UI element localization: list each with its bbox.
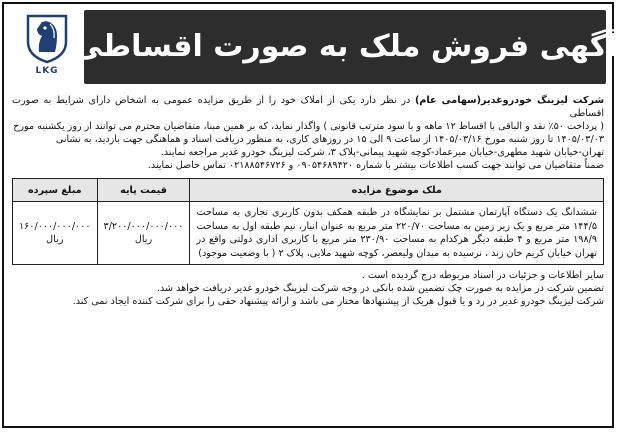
deposit-amount: ۱۶۰/۰۰۰/۰۰۰/۰۰۰: [19, 220, 91, 232]
base-price-amount: ۳/۲۰۰/۰۰۰/۰۰۰/۰۰۰: [103, 220, 184, 232]
company-logo: [12, 12, 82, 84]
property-description: ششدانگ یک دستگاه آپارتمان مشتمل بر نمایشگاه در طبقه همکف بدون کاربری تجاری به مساحت ۱۴۴/۵ متر مربع و یک زیر زمین به مساحت ۲۲۰/۷۰ متر مربع به عنوان انبار، نیم طبقه اول به مساحت ۱۹۸/۹ متر مربع و ۴ طبقه دیگر هرکدام به مساحت ۲۳۰/۹۰ متر مربع با کاربری اداری دولتی واقع در تهران خیابان کریم خان زند ، نرسیده به میدان ولیعصر، کوچه شهید ملایی، پلاک ۲ ( با وضعیت موجود): [190, 202, 604, 265]
auction-table: [12, 178, 604, 265]
knight-horse-icon: [24, 12, 70, 64]
intro-line-3: ۱۴۰۵/۰۳/۰۳ تا روز شنبه مورخ ۱۴۰۵/۰۳/۱۶ از ساعت ۹ الی ۱۵ در روزهای کاری، به منظور دریافت اسناد و هماهنگی جهت بازدید، به نشانی: [55, 134, 604, 145]
intro-line-2: ( پرداخت ۵۰٪ نقد و الباقی با اقساط ۱۲ ماهه و با سود مترتب قانونی ) واگذار نماید، که بر همین مبنا، متقاضیان محترم می توانند از روز یکشنبه مورخ: [13, 121, 604, 132]
footer-line-1: سایر اطلاعات و جزئیات در اسناد مربوطه درج گردیده است .: [361, 270, 604, 281]
table-header-row: [13, 179, 604, 202]
footer-notes: [4, 265, 612, 308]
header-subject: ملک موضوع مزایده: [190, 179, 604, 202]
base-price-unit: ریال: [134, 234, 153, 245]
intro-line-4: تهران-خیابان شهید مطهری-خیابان میرعماد-کوچه شهید پیمانی-پلاک ۳، شرکت لیزینگ خودرو غدیر مراجعه نمایند.: [160, 147, 604, 158]
intro-text: [4, 90, 612, 172]
intro-line-1: شرکت لیزینگ خودروغدیر(سهامی عام) در نظر دارد یکی از املاک خود را از طریق مزایده عمومی به اشخاص دارای شرایط به صورت اقساطی: [12, 95, 605, 119]
base-price-cell: [97, 202, 190, 265]
company-name: شرکت لیزینگ خودروغدیر(سهامی عام): [415, 95, 605, 106]
advertisement-frame: [2, 2, 618, 428]
title-banner: [72, 10, 618, 84]
header-base-price: قیمت پایه: [97, 179, 190, 202]
table-row: [13, 202, 604, 265]
page-title: آگهی فروش ملک به صورت اقساطی: [72, 29, 618, 64]
header-deposit: مبلغ سپرده: [13, 179, 98, 202]
deposit-unit: ریال: [46, 234, 64, 245]
logo-text: LKG: [35, 66, 59, 76]
footer-line-2: تضمین شرکت در مزایده به صورت چک تضمین شده بانکی در وجه شرکت لیزینگ خودرو غدیر دریافت خواهد شد.: [156, 283, 604, 294]
header: [4, 4, 618, 90]
intro-line-5: ضمناً متقاضیان می توانند جهت کسب اطلاعات بیشتر با شماره ۰۹۰۵۴۶۸۹۴۲۰ و ۰۲۱۸۸۵۴۶۷۲۶ تماس حاصل نمایند.: [147, 160, 604, 171]
deposit-cell: [13, 202, 98, 265]
footer-line-3: شرکت لیزینگ خودرو غدیر در رد و یا قبول هریک از پیشنهادها مختار می باشد و ارائه پیشنهاد حقی را برای شرکت کننده ایجاد نمی کند.: [72, 296, 604, 307]
